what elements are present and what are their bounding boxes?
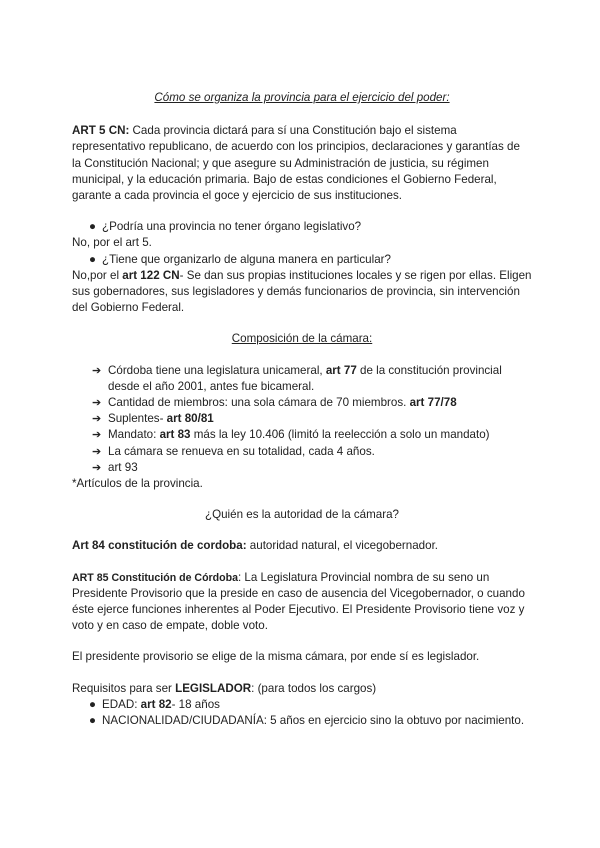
question-list-2 [72, 252, 532, 268]
document-page [72, 90, 532, 729]
list-item: ➔ art 93 [72, 460, 532, 476]
list-item: ➔ La cámara se renueva en su totalidad, cada 4 años. [72, 444, 532, 460]
list-item: ● ¿Tiene que organizarlo de alguna manera en particular? [72, 252, 532, 268]
art5-paragraph [72, 123, 532, 204]
list-item: ➔ Mandato: art 83 más la ley 10.406 (limitó la reelección a solo un mandato) [72, 427, 532, 443]
bullet-icon: ● [89, 252, 97, 266]
composicion-heading: Composición de la cámara: [231, 332, 373, 346]
bullet-icon: ● [89, 220, 97, 234]
requisitos-list [72, 697, 532, 729]
list-item: ➔ Cantidad de miembros: una sola cámara de 70 miembros. art 77/78 [72, 395, 532, 411]
list-item: ● EDAD: art 82- 18 años [72, 697, 532, 713]
bullet-icon: ● [89, 697, 97, 711]
list-item: ➔ Suplentes- art 80/81 [72, 411, 532, 427]
composicion-note: *Artículos de la provincia. [72, 477, 203, 491]
autoridad-heading: ¿Quién es la autoridad de la cámara? [205, 508, 399, 522]
list-item: ➔ Córdoba tiene una legislatura unicameral, art 77 de la constitución provincial desde el año 2001, antes fue bicameral. [92, 363, 502, 393]
requisitos-heading: Requisitos para ser LEGISLADOR: (para todos los cargos) [72, 681, 377, 695]
art85-paragraph: ART 85 Constitución de Córdoba: La Legislatura Provincial nombra de su seno un Presidente Provisorio que la preside en caso de ausencia del Vicegobernador, o cuando éste ejerce funciones inherentes al Poder Ejecutivo. El Presidente Provisorio tiene voz y voto y en caso de empate, doble voto. [72, 570, 525, 633]
arrow-icon: ➔ [92, 461, 102, 474]
question-list-1 [72, 219, 532, 235]
answer-1: No, por el art 5. [72, 236, 152, 250]
document-title: Cómo se organiza la provincia para el ejercicio del poder: [154, 91, 450, 104]
composicion-list [72, 363, 532, 476]
arrow-icon: ➔ [92, 413, 102, 426]
answer-2: No,por el art 122 CN- Se dan sus propias instituciones locales y se rigen por ellas. Eligen sus gobernadores, sus legisladores y demás funcionarios de provincia, sin intervención del Gobierno Federal. [72, 268, 532, 315]
art5-label: ART 5 CN: [72, 124, 130, 138]
art5-text: Cada provincia dictará para sí una Constitución bajo el sistema representativo republicano, de acuerdo con los principios, declaraciones y garantías de la Constitución Nacional; y que asegure su Administración de justicia, su régimen municipal, y la educación primaria. Bajo de estas condiciones el Gobierno Federal, garante a cada provincia el goce y ejercicio de sus instituciones. [72, 124, 520, 203]
list-item: ● ¿Podría una provincia no tener órgano legislativo? [72, 219, 532, 235]
list-item: ● NACIONALIDAD/CIUDADANÍA: 5 años en ejercicio sino la obtuvo por nacimiento. [72, 713, 532, 729]
arrow-icon: ➔ [92, 364, 102, 377]
arrow-icon: ➔ [92, 445, 102, 458]
art84-paragraph: Art 84 constitución de cordoba: autoridad natural, el vicegobernador. [72, 539, 439, 553]
arrow-icon: ➔ [92, 429, 102, 442]
bullet-icon: ● [89, 714, 97, 728]
arrow-icon: ➔ [92, 397, 102, 410]
provisorio-paragraph: El presidente provisorio se elige de la misma cámara, por ende sí es legislador. [72, 650, 480, 664]
